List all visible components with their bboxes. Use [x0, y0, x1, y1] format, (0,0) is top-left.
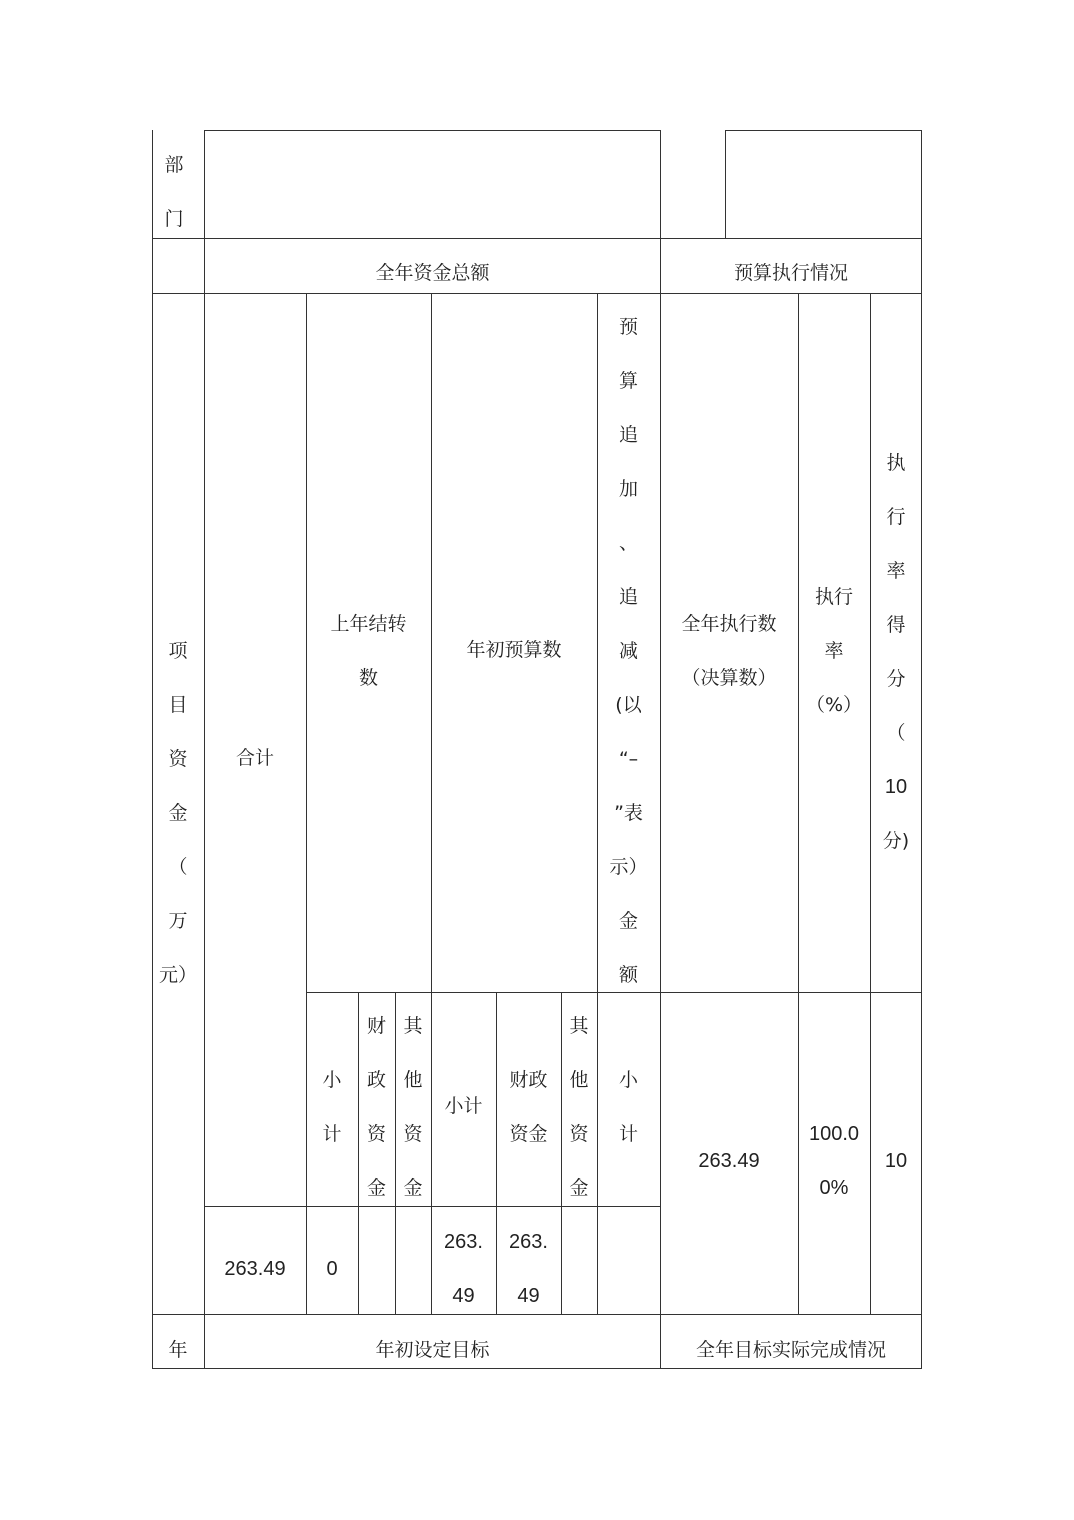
- dept-label: 部 门: [164, 154, 184, 230]
- total-funds-label: 全年资金总额: [375, 262, 490, 284]
- init-fiscal-header: 财政 资金: [509, 1069, 548, 1145]
- adjust-subtotal-header: 小 计: [618, 1069, 638, 1145]
- score-header: 执 行 率 得 分 （ 10 分): [882, 452, 910, 852]
- project-funds-label: 项 目 资 金 （ 万 元）: [158, 640, 197, 986]
- carry-subtotal-header: 小 计: [322, 1069, 342, 1145]
- year-goal-label: 年: [168, 1339, 188, 1361]
- annual-exec-value: 263.49: [698, 1150, 760, 1172]
- exec-rate-header: 执行 率 （%）: [805, 586, 863, 716]
- budget-exec-label: 预算执行情况: [733, 262, 848, 284]
- score-value: 10: [884, 1150, 908, 1172]
- carry-other-header: 其 他 资 金: [403, 1015, 423, 1199]
- init-other-header: 其 他 资 金: [569, 1015, 589, 1199]
- total-header: 合计: [235, 747, 274, 769]
- carryover-header: 上年结转 数: [330, 613, 407, 689]
- actual-goal-header: 全年目标实际完成情况: [695, 1339, 886, 1361]
- total-value: 263.49: [224, 1258, 286, 1280]
- exec-rate-value: 100.0 0%: [808, 1123, 860, 1199]
- init-subtotal-header: 小计: [444, 1095, 483, 1117]
- init-subtotal-value: 263. 49: [444, 1231, 483, 1307]
- initial-goal-header: 年初设定目标: [375, 1339, 490, 1361]
- annual-exec-header: 全年执行数 （决算数）: [681, 613, 777, 689]
- carry-fiscal-header: 财 政 资 金: [366, 1015, 386, 1199]
- budget-adjust-header: 预 算 追 加 、 追 减 (以 “– ”表 示） 金 额: [609, 316, 648, 986]
- init-fiscal-value: 263. 49: [509, 1231, 548, 1307]
- carry-subtotal-value: 0: [326, 1258, 338, 1280]
- initial-budget-header: 年初预算数: [466, 639, 562, 661]
